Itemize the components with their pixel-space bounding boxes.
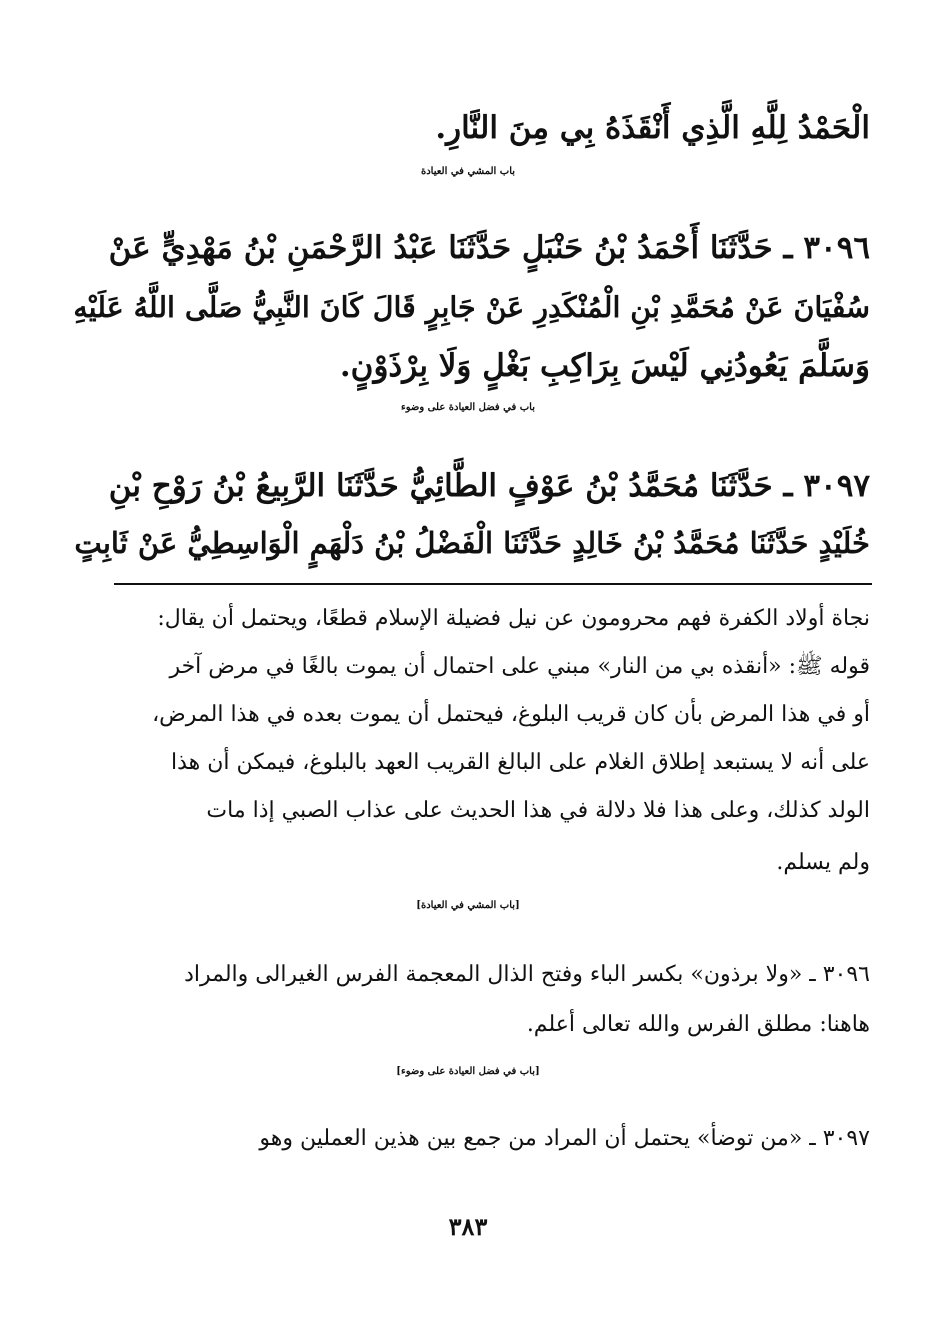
commentary-heading-walking-visit: [باب المشي في العيادة] xyxy=(416,900,520,911)
note-3096-line-1: ٣٠٩٦ ـ «ولا برذون» بكسر الباء وفتح الذال المعجمة الفرس الغيرالى والمراد xyxy=(184,962,870,987)
commentary-line-3: أو في هذا المرض بأن كان قريب البلوغ، فيحتمل أن يموت بعده في هذا المرض، xyxy=(152,702,870,727)
page-number: ٣٨٣ xyxy=(448,1212,488,1241)
note-3097-line-1: ٣٠٩٧ ـ «من توضأ» يحتمل أن المراد من جمع بين هذين العملين وهو xyxy=(259,1126,870,1151)
footnote-divider xyxy=(114,583,872,585)
commentary-line-6: ولم يسلم. xyxy=(776,850,870,875)
hadith-3097-line-1: ٣٠٩٧ ـ حَدَّثَنَا مُحَمَّدُ بْنُ عَوْفٍ الطَّائِيُّ حَدَّثَنَا الرَّبِيعُ بْنُ رَوْحِ بْنِ xyxy=(108,468,870,504)
chapter-heading-walking-visit: باب المشي في العيادة xyxy=(420,166,516,177)
commentary-line-1: نجاة أولاد الكفرة فهم محرومون عن نيل فضيلة الإسلام قطعًا، ويحتمل أن يقال: xyxy=(157,606,870,631)
commentary-line-5: الولد كذلك، وعلى هذا فلا دلالة في هذا الحديث على عذاب الصبي إذا مات xyxy=(206,798,870,823)
commentary-line-2: قوله ﷺ: «أنقذه بي من النار» مبني على احتمال أن يموت بالغًا في مرض آخر xyxy=(169,654,870,679)
hadith-3096-line-1: ٣٠٩٦ ـ حَدَّثَنَا أَحْمَدُ بْنُ حَنْبَلٍ حَدَّثَنَا عَبْدُ الرَّحْمَنِ بْنُ مَهْدِيٍّ عَنْ xyxy=(108,230,870,266)
hadith-3097-line-2: خُلَيْدٍ حَدَّثَنَا مُحَمَّدُ بْنُ خَالِدٍ حَدَّثَنَا الْفَضْلُ بْنُ دَلْهَمٍ الْوَاسِطِيُّ عَنْ ثَابِتٍ xyxy=(74,526,870,560)
main-text-line-1: الْحَمْدُ لِلَّهِ الَّذِي أَنْقَذَهُ بِي مِنَ النَّارِ. xyxy=(435,110,870,146)
commentary-heading-virtue-visit: [باب في فضل العيادة على وضوء] xyxy=(396,1066,540,1077)
note-3096-line-2: هاهنا: مطلق الفرس والله تعالى أعلم. xyxy=(526,1012,870,1037)
commentary-line-4: على أنه لا يستبعد إطلاق الغلام على البالغ القريب العهد بالبلوغ، فيمكن أن هذا xyxy=(170,750,870,775)
chapter-heading-virtue-visit: باب في فضل العيادة على وضوء xyxy=(401,402,535,413)
hadith-3096-line-2: سُفْيَانَ عَنْ مُحَمَّدِ بْنِ الْمُنْكَدِرِ عَنْ جَابِرٍ قَالَ كَانَ النَّبِيُّ صَلَّى اللَّهُ عَلَيْهِ xyxy=(73,290,870,324)
hadith-3096-line-3: وَسَلَّمَ يَعُودُنِي لَيْسَ بِرَاكِبِ بَغْلٍ وَلَا بِرْذَوْنٍ. xyxy=(339,348,870,384)
